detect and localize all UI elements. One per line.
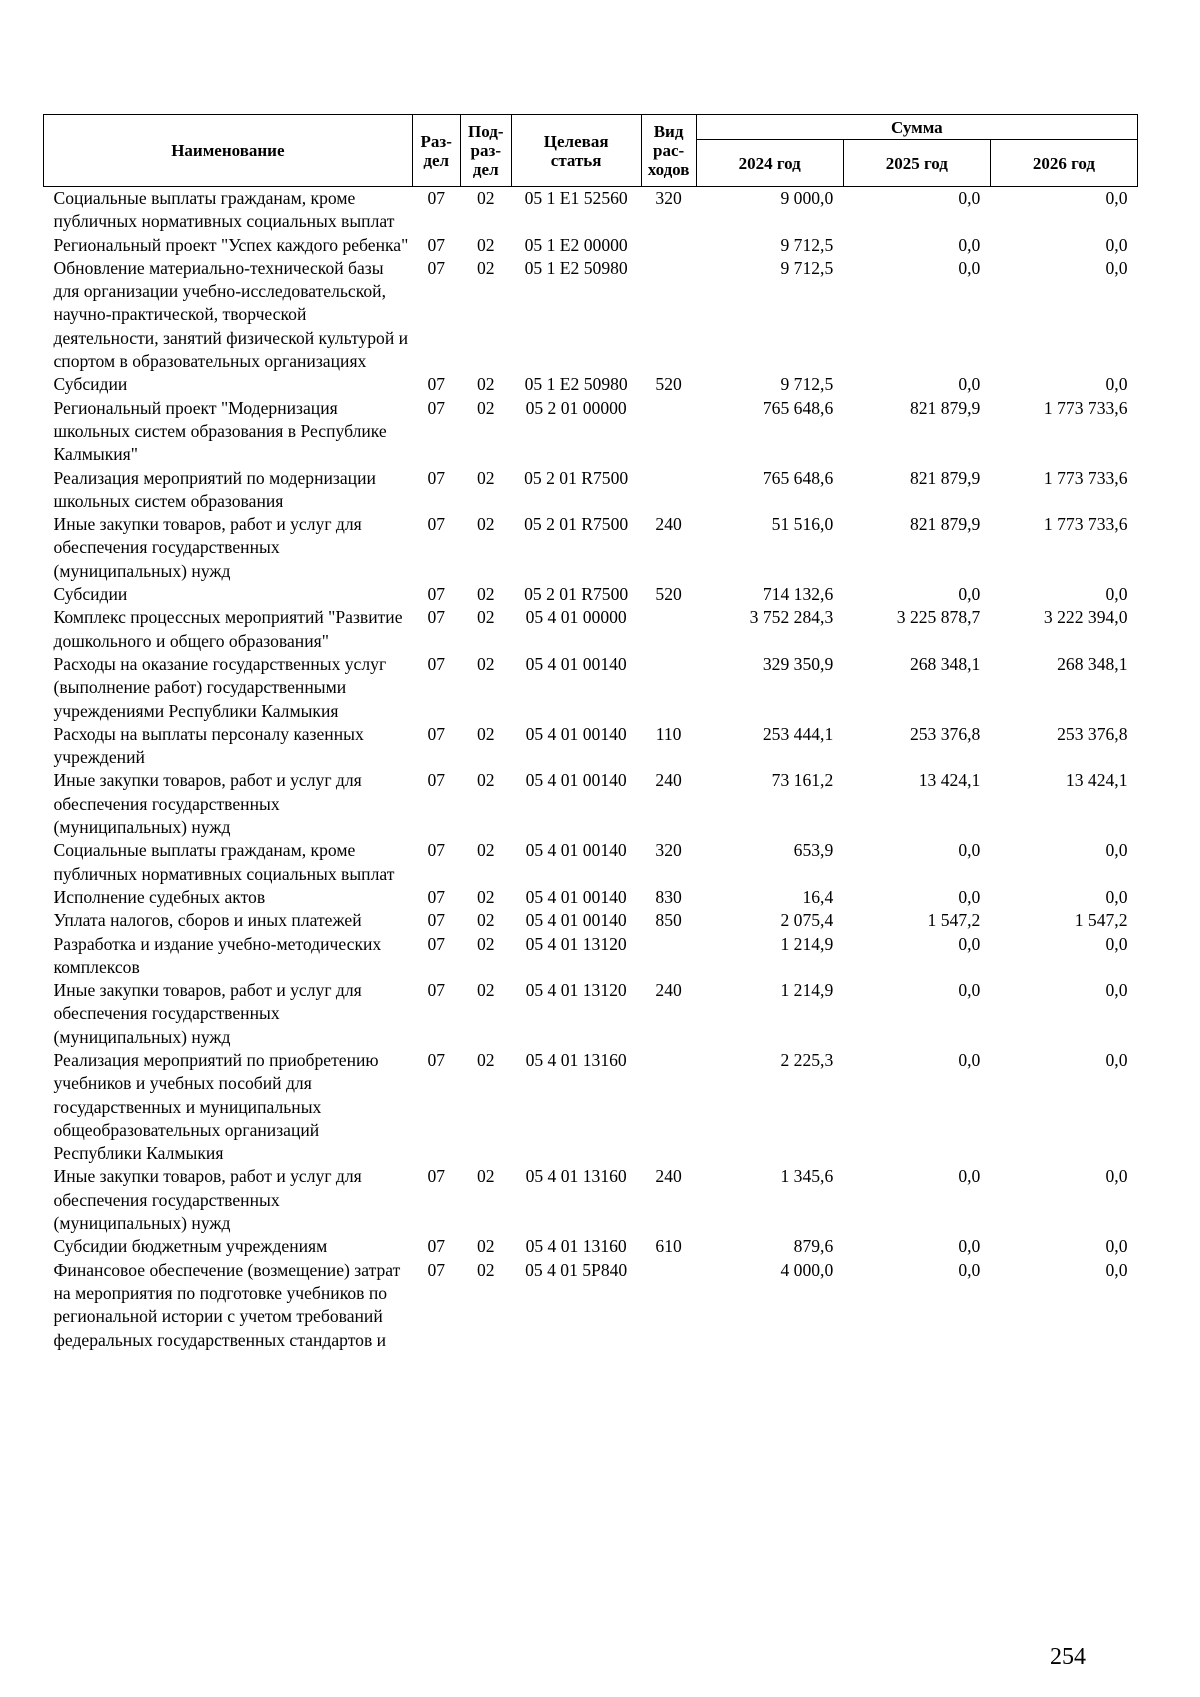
- row-sum-2026: 253 376,8: [1057, 723, 1128, 744]
- row-razdel: 07: [427, 257, 446, 278]
- row-sum-2024: 879,6: [793, 1236, 834, 1257]
- table-row: [44, 653, 1138, 723]
- row-sum-2026: 0,0: [1105, 374, 1128, 395]
- row-sum-2026: 0,0: [1105, 584, 1128, 605]
- row-vid: 110: [655, 723, 682, 744]
- row-sum-2025: 0,0: [958, 980, 981, 1001]
- row-vid: [641, 467, 696, 514]
- row-sum-2024: 1 214,9: [780, 933, 834, 954]
- row-sum-2025: 0,0: [958, 1166, 981, 1187]
- row-sum-2025: 0,0: [958, 1259, 981, 1280]
- row-podrazdel: 02: [476, 397, 495, 418]
- row-podrazdel: 02: [476, 653, 495, 674]
- row-sum-2026: 0,0: [1105, 257, 1128, 278]
- row-sum-2025: 0,0: [958, 840, 981, 861]
- row-sum-2025: 821 879,9: [909, 397, 981, 418]
- row-sum-2025: 0,0: [958, 1049, 981, 1070]
- row-podrazdel: 02: [476, 1259, 495, 1280]
- header-vid-text: Вид рас- ходов: [647, 122, 690, 179]
- row-sum-2026: 1 547,2: [1074, 910, 1128, 931]
- row-target-code: 05 1 E2 50980: [524, 257, 628, 278]
- row-sum-2025: 268 348,1: [909, 653, 981, 674]
- row-name: Региональный проект "Успех каждого ребенка": [53, 234, 409, 255]
- table-row: [44, 257, 1138, 373]
- row-target-code: 05 2 01 R7500: [524, 514, 629, 535]
- table-row: [44, 1235, 1138, 1258]
- row-name: Региональный проект "Модернизация школьных систем образования в Республике Калмыкия": [53, 397, 387, 465]
- row-razdel: 07: [427, 234, 446, 255]
- row-vid: [641, 257, 696, 373]
- row-razdel: 07: [427, 910, 446, 931]
- table-body: [44, 187, 1138, 1352]
- row-vid: [641, 653, 696, 723]
- budget-table-page: [43, 114, 1138, 1352]
- row-sum-2024: 765 648,6: [762, 397, 834, 418]
- row-sum-2026: 0,0: [1105, 188, 1128, 208]
- table-row: [44, 1165, 1138, 1235]
- row-sum-2026: 1 773 733,6: [1043, 467, 1128, 488]
- table-row: [44, 933, 1138, 980]
- row-sum-2025: 0,0: [958, 886, 981, 907]
- header-podrazdel-text: Под- раз- дел: [468, 122, 504, 179]
- table-row: [44, 373, 1138, 396]
- row-name: Обновление материально-технической базы для организации учебно-исследовательской, научно-практической, творческой деятельности, занятий физической культурой и спортом в образовательных организациях: [53, 257, 409, 372]
- table-row: [44, 606, 1138, 653]
- row-sum-2025: 253 376,8: [909, 723, 981, 744]
- row-vid: [641, 1049, 696, 1165]
- row-podrazdel: 02: [476, 770, 495, 791]
- row-vid: [641, 234, 696, 257]
- row-sum-2024: 9 712,5: [780, 257, 834, 278]
- row-podrazdel: 02: [476, 514, 495, 535]
- header-2024: 2024 год: [696, 140, 843, 187]
- row-razdel: 07: [427, 514, 446, 535]
- row-name: Социальные выплаты гражданам, кроме публичных нормативных социальных выплат: [53, 840, 395, 884]
- table-row: [44, 886, 1138, 909]
- row-target-code: 05 4 01 13160: [525, 1166, 627, 1187]
- row-name: Субсидии: [53, 374, 128, 395]
- table-row: [44, 769, 1138, 839]
- row-target-code: 05 4 01 00140: [525, 770, 627, 791]
- row-razdel: 07: [427, 1166, 446, 1187]
- row-vid: 240: [655, 770, 682, 791]
- row-razdel: 07: [427, 770, 446, 791]
- row-sum-2025: 821 879,9: [909, 467, 981, 488]
- row-sum-2025: 0,0: [958, 933, 981, 954]
- row-sum-2024: 9 712,5: [780, 234, 834, 255]
- row-sum-2026: 13 424,1: [1065, 770, 1128, 791]
- row-sum-2025: 13 424,1: [918, 770, 981, 791]
- table-row: [44, 723, 1138, 770]
- row-podrazdel: 02: [476, 723, 495, 744]
- row-sum-2026: 268 348,1: [1057, 653, 1128, 674]
- row-sum-2024: 1 345,6: [780, 1166, 834, 1187]
- row-vid: 320: [655, 840, 682, 861]
- row-podrazdel: 02: [476, 1049, 495, 1070]
- table-row: [44, 583, 1138, 606]
- header-name: Наименование: [44, 115, 413, 187]
- row-vid: [641, 397, 696, 467]
- row-sum-2024: 9 712,5: [780, 374, 834, 395]
- row-sum-2024: 3 752 284,3: [749, 607, 834, 628]
- header-podrazdel: [460, 115, 511, 187]
- row-vid: 240: [655, 980, 682, 1001]
- row-sum-2024: 16,4: [802, 886, 834, 907]
- row-target-code: 05 4 01 00140: [525, 886, 627, 907]
- row-podrazdel: 02: [476, 467, 495, 488]
- table-row: [44, 909, 1138, 932]
- header-2026: 2026 год: [990, 140, 1137, 187]
- row-name: Субсидии бюджетным учреждениям: [53, 1236, 328, 1257]
- row-podrazdel: 02: [476, 257, 495, 278]
- row-podrazdel: 02: [476, 933, 495, 954]
- row-sum-2025: 0,0: [958, 257, 981, 278]
- row-target-code: 05 4 01 5P840: [525, 1259, 628, 1280]
- row-sum-2024: 714 132,6: [762, 584, 834, 605]
- row-target-code: 05 4 01 13120: [525, 980, 627, 1001]
- row-sum-2025: 0,0: [958, 234, 981, 255]
- row-name: Реализация мероприятий по приобретению учебников и учебных пособий для государственных и муниципальных общеобразовательных организаций Республики Калмыкия: [53, 1049, 379, 1164]
- row-name: Разработка и издание учебно-методических комплексов: [53, 933, 382, 977]
- row-name: Субсидии: [53, 584, 128, 605]
- row-target-code: 05 1 E1 52560: [524, 188, 628, 208]
- row-sum-2024: 4 000,0: [780, 1259, 834, 1280]
- row-razdel: 07: [427, 374, 446, 395]
- row-sum-2026: 1 773 733,6: [1043, 397, 1128, 418]
- table-row: [44, 839, 1138, 886]
- budget-table: [43, 114, 1138, 1352]
- row-podrazdel: 02: [476, 886, 495, 907]
- table-row: [44, 397, 1138, 467]
- row-sum-2024: 329 350,9: [762, 653, 834, 674]
- row-name: Финансовое обеспечение (возмещение) затрат на мероприятия по подготовке учебников по региональной истории с учетом требований федеральных государственных стандартов и: [53, 1259, 401, 1350]
- header-razdel: [412, 115, 460, 187]
- row-razdel: 07: [427, 653, 446, 674]
- row-podrazdel: 02: [476, 607, 495, 628]
- row-sum-2025: 0,0: [958, 584, 981, 605]
- header-2025: 2025 год: [843, 140, 990, 187]
- row-sum-2026: 0,0: [1105, 1259, 1128, 1280]
- row-podrazdel: 02: [476, 840, 495, 861]
- row-name: Расходы на оказание государственных услуг (выполнение работ) государственными учреждениями Республики Калмыкия: [53, 653, 387, 721]
- row-target-code: 05 4 01 13160: [525, 1236, 627, 1257]
- row-vid: 830: [655, 886, 682, 907]
- row-name: Социальные выплаты гражданам, кроме публичных нормативных социальных выплат: [53, 188, 395, 232]
- row-sum-2026: 0,0: [1105, 234, 1128, 255]
- row-vid: 850: [655, 910, 682, 931]
- row-podrazdel: 02: [476, 234, 495, 255]
- header-target: [511, 115, 641, 187]
- row-sum-2024: 9 000,0: [780, 188, 834, 208]
- row-target-code: 05 2 01 R7500: [524, 467, 629, 488]
- row-vid: [641, 606, 696, 653]
- row-podrazdel: 02: [476, 188, 495, 208]
- row-podrazdel: 02: [476, 910, 495, 931]
- row-sum-2026: 0,0: [1105, 886, 1128, 907]
- row-razdel: 07: [427, 1236, 446, 1257]
- row-vid: 520: [655, 584, 682, 605]
- row-sum-2026: 0,0: [1105, 1166, 1128, 1187]
- row-razdel: 07: [427, 933, 446, 954]
- header-razdel-text: Раз- дел: [420, 131, 452, 170]
- row-vid: 520: [655, 374, 682, 395]
- row-sum-2024: 653,9: [793, 840, 834, 861]
- row-sum-2024: 51 516,0: [771, 514, 834, 535]
- row-sum-2025: 0,0: [958, 1236, 981, 1257]
- row-sum-2025: 0,0: [958, 374, 981, 395]
- row-sum-2026: 0,0: [1105, 1049, 1128, 1070]
- row-razdel: 07: [427, 980, 446, 1001]
- row-name: Иные закупки товаров, работ и услуг для обеспечения государственных (муниципальных) нужд: [53, 770, 362, 838]
- row-vid: 610: [655, 1236, 682, 1257]
- row-sum-2024: 765 648,6: [762, 467, 834, 488]
- row-vid: [641, 933, 696, 980]
- row-podrazdel: 02: [476, 374, 495, 395]
- row-razdel: 07: [427, 584, 446, 605]
- row-podrazdel: 02: [476, 1236, 495, 1257]
- row-vid: 240: [655, 1166, 682, 1187]
- table-row: [44, 1049, 1138, 1165]
- row-name: Реализация мероприятий по модернизации школьных систем образования: [53, 467, 376, 511]
- row-name: Иные закупки товаров, работ и услуг для обеспечения государственных (муниципальных) нужд: [53, 514, 362, 581]
- row-sum-2025: 0,0: [958, 188, 981, 208]
- table-header: [44, 115, 1138, 187]
- row-target-code: 05 4 01 00000: [525, 607, 627, 628]
- row-razdel: 07: [427, 886, 446, 907]
- row-vid: 320: [655, 188, 682, 208]
- row-sum-2025: 821 879,9: [909, 514, 981, 535]
- row-name: Расходы на выплаты персоналу казенных учреждений: [53, 723, 364, 768]
- row-vid: [641, 1259, 696, 1352]
- row-razdel: 07: [427, 607, 446, 628]
- row-podrazdel: 02: [476, 1166, 495, 1187]
- row-podrazdel: 02: [476, 584, 495, 605]
- header-target-text: Целевая статья: [543, 131, 609, 170]
- row-razdel: 07: [427, 397, 446, 418]
- row-razdel: 07: [427, 1049, 446, 1070]
- row-sum-2026: 0,0: [1105, 980, 1128, 1001]
- row-target-code: 05 2 01 00000: [525, 397, 627, 418]
- row-sum-2026: 0,0: [1105, 933, 1128, 954]
- table-row: [44, 513, 1138, 583]
- row-target-code: 05 2 01 R7500: [524, 584, 629, 605]
- row-target-code: 05 4 01 00140: [525, 653, 627, 674]
- row-name: Иные закупки товаров, работ и услуг для обеспечения государственных (муниципальных) нужд: [53, 1166, 362, 1234]
- row-razdel: 07: [427, 1259, 446, 1280]
- row-podrazdel: 02: [476, 980, 495, 1001]
- row-razdel: 07: [427, 723, 446, 744]
- row-sum-2025: 1 547,2: [927, 910, 981, 931]
- page-number: 254: [1050, 1644, 1086, 1670]
- row-name: Комплекс процессных мероприятий "Развитие дошкольного и общего образования": [53, 607, 403, 651]
- row-name: Исполнение судебных актов: [53, 886, 266, 907]
- row-razdel: 07: [427, 188, 446, 208]
- row-target-code: 05 4 01 00140: [525, 840, 627, 861]
- row-sum-2024: 2 075,4: [780, 910, 834, 931]
- table-row: [44, 234, 1138, 257]
- table-row: [44, 979, 1138, 1049]
- row-name: Уплата налогов, сборов и иных платежей: [53, 910, 362, 931]
- row-vid: 240: [655, 514, 682, 535]
- table-row: [44, 1259, 1138, 1352]
- header-vid: [641, 115, 696, 187]
- row-sum-2024: 1 214,9: [780, 980, 834, 1001]
- row-sum-2024: 2 225,3: [780, 1049, 834, 1070]
- row-target-code: 05 4 01 00140: [525, 723, 627, 744]
- row-name: Иные закупки товаров, работ и услуг для обеспечения государственных (муниципальных) нужд: [53, 980, 362, 1047]
- row-sum-2024: 73 161,2: [771, 770, 834, 791]
- row-sum-2024: 253 444,1: [762, 723, 834, 744]
- row-target-code: 05 4 01 00140: [525, 910, 627, 931]
- row-target-code: 05 4 01 13120: [525, 933, 627, 954]
- row-sum-2025: 3 225 878,7: [896, 607, 981, 628]
- row-target-code: 05 4 01 13160: [525, 1049, 627, 1070]
- row-sum-2026: 1 773 733,6: [1043, 514, 1128, 535]
- row-sum-2026: 0,0: [1105, 1236, 1128, 1257]
- row-razdel: 07: [427, 467, 446, 488]
- row-sum-2026: 3 222 394,0: [1043, 607, 1128, 628]
- table-row: [44, 467, 1138, 514]
- row-target-code: 05 1 E2 50980: [524, 374, 628, 395]
- table-row: [44, 187, 1138, 234]
- row-sum-2026: 0,0: [1105, 840, 1128, 861]
- header-sum: Сумма: [696, 115, 1137, 140]
- row-target-code: 05 1 E2 00000: [524, 234, 628, 255]
- row-razdel: 07: [427, 840, 446, 861]
